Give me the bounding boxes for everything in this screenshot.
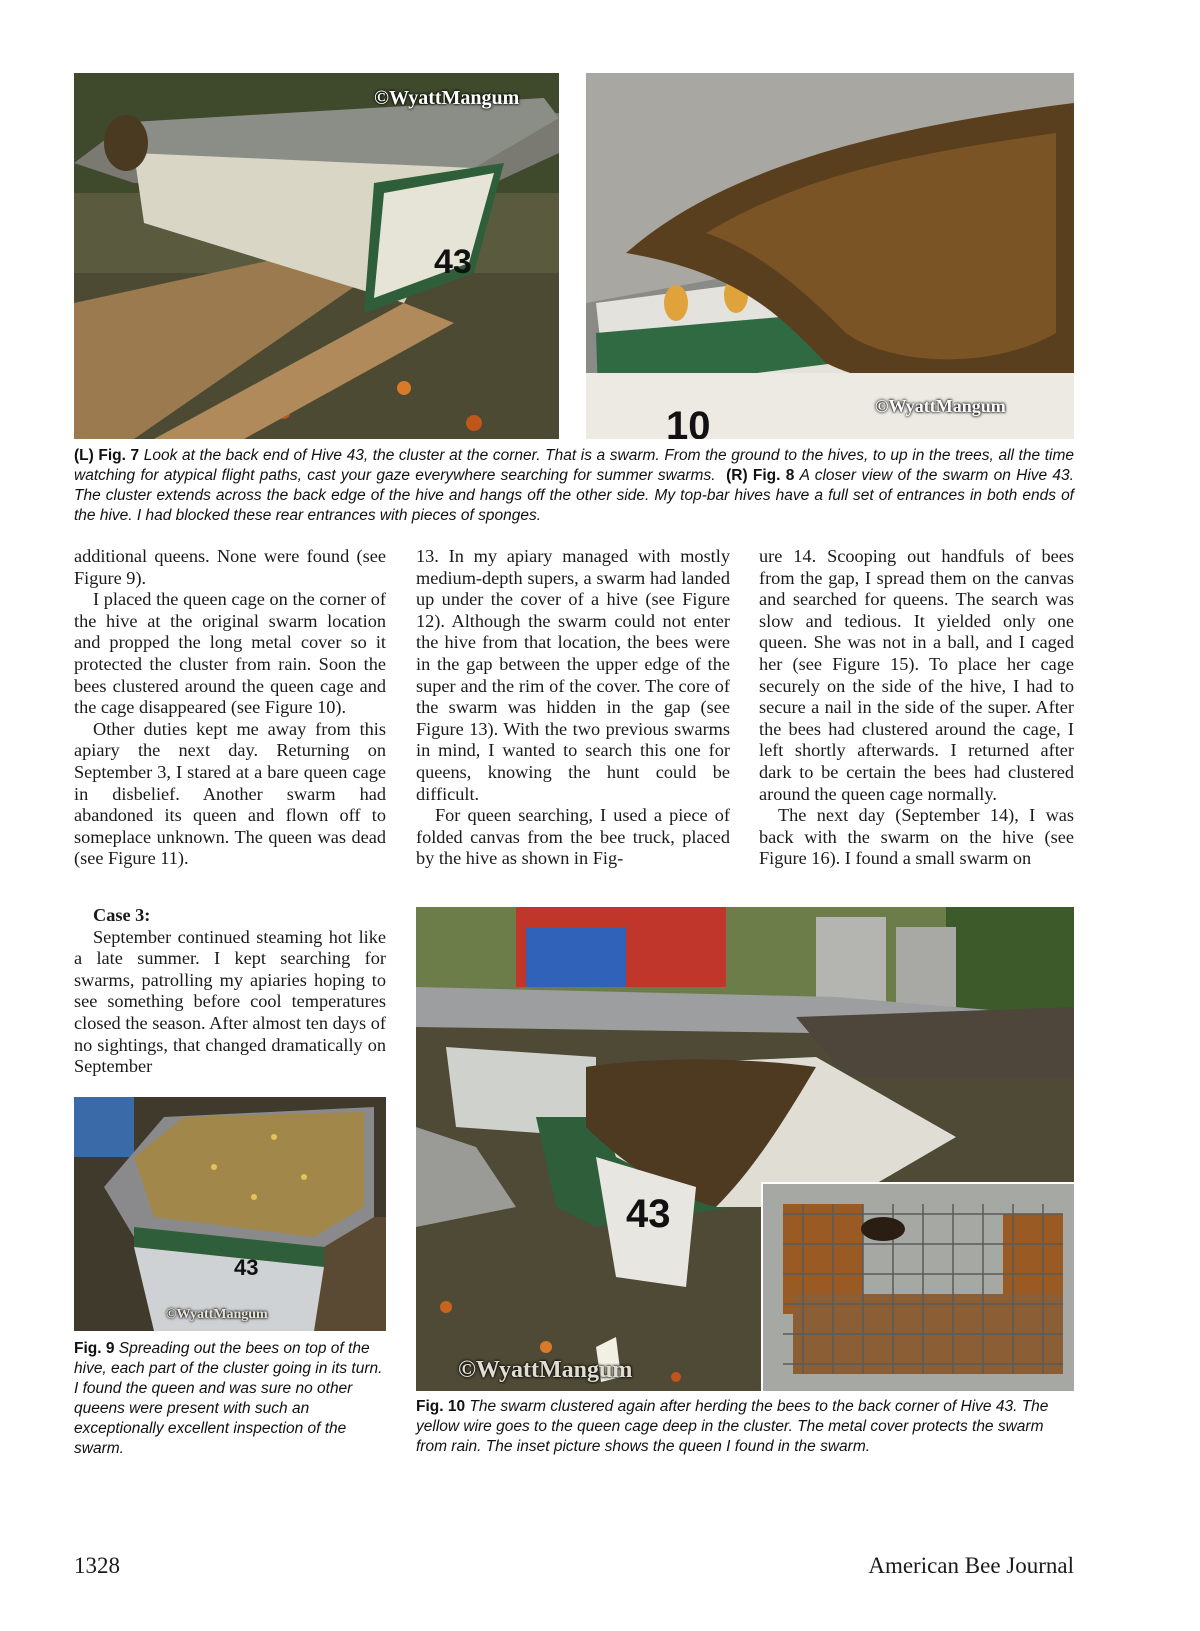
paragraph: Other duties kept me away from this apiary the next day. Returning on September 3, I stared at a bare queen cage in disbelief. Another swarm had abandoned its queen and flown off to someplace unknown. The queen was dead (see Figure 11). <box>74 718 386 869</box>
paragraph: The next day (September 14), I was back with the swarm on the hive (see Figure 16). I found a small swarm on <box>759 805 1074 869</box>
watermark: ©WyattMangum <box>166 1307 268 1322</box>
caption-figure-10 <box>416 1397 1074 1457</box>
fig8-caption-text: A closer view of the swarm on Hive 43. The cluster extends across the back edge of the hive and hangs off the other side. My top-bar hives have a full set of entrances in both ends of the hive. I had blocked these rear entrances with pieces of sponges. <box>74 467 1074 524</box>
paragraph: September continued steaming hot like a late summer. I kept searching for swarms, patrolling my apiaries hoping to see something before cool temperatures closed the season. After almost ten days of no sightings, that changed dramatically on September <box>74 926 386 1077</box>
svg-text:10: 10 <box>666 404 711 439</box>
inset-image <box>763 1184 1074 1391</box>
fig8-label: (R) Fig. 8 <box>726 467 795 484</box>
paragraph: ure 14. Scooping out handfuls of bees from the gap, I spread them on the canvas and searched for queens. The search was slow and tedious. It yielded only one queen. She was not in a ball, and I caged her (see Figure 15). To place her cage securely on the side of the hive, I had to secure a nail in the side of the super. After the bees had clustered around the cage, I left shortly afterwards. I returned after dark to be certain the bees had clustered around the queen cage normally. <box>759 546 1074 804</box>
watermark: ©WyattMangum <box>875 396 1006 416</box>
figure-9-image <box>74 1097 386 1331</box>
page-number: 1328 <box>74 1553 120 1578</box>
caption-figure-9 <box>74 1339 388 1459</box>
fig10-label: Fig. 10 <box>416 1398 466 1415</box>
fig10-caption-text: The swarm clustered again after herding the bees to the back corner of Hive 43. The yellow wire goes to the queen cage deep in the cluster. The metal cover protects the swarm from rain. The inset picture shows the queen I found in the swarm. <box>416 1398 1049 1455</box>
paragraph: I placed the queen cage on the corner of the hive at the original swarm location and propped the long metal cover so it protected the cluster from rain. Soon the bees clustered around the queen cage and the cage disappeared (see Figure 10). <box>74 589 386 718</box>
body-column-3 <box>759 546 1074 870</box>
paragraph: For queen searching, I used a piece of folded canvas from the bee truck, placed by the hive as shown in Fig- <box>416 805 730 869</box>
figure-8-photo <box>586 73 1074 439</box>
figure-8-image <box>586 73 1074 439</box>
paragraph: 13. In my apiary managed with mostly medium-depth supers, a swarm had landed up under the cover of a hive (see Figure 12). Although the swarm could not enter the hive from that location, the bees were in the gap between the upper edge of the super and the rim of the cover. The core of the swarm was hidden in the gap (see Figure 13). With the two previous swarms in mind, I wanted to search this one for queens, knowing the hunt could be difficult. <box>416 546 730 804</box>
figure-7-image <box>74 73 559 439</box>
fig9-caption-text: Spreading out the bees on top of the hive, each part of the cluster going in its turn. I found the queen and was sure no other queens were present with such an exceptionally excellent inspection of the swarm. <box>74 1340 383 1457</box>
inset-photo-queen-cage <box>761 1182 1074 1391</box>
caption-figures-7-8 <box>74 446 1074 526</box>
body-column-1 <box>74 546 386 870</box>
figure-7-photo <box>74 73 559 439</box>
figure-10-photo <box>416 907 1074 1391</box>
fig7-label: (L) Fig. 7 <box>74 447 140 464</box>
paragraph: additional queens. None were found (see Figure 9). <box>74 546 386 588</box>
figure-9-photo <box>74 1097 386 1331</box>
watermark: ©WyattMangum <box>374 87 520 109</box>
fig9-label: Fig. 9 <box>74 1340 115 1357</box>
hive-number-label: 43 <box>434 243 472 281</box>
case-3-section <box>74 905 386 1078</box>
fig7-caption-text: Look at the back end of Hive 43, the cluster at the corner. That is a swarm. From the ground to the hives, to up in the trees, all the time watching for atypical flight paths, cast your gaze everywhere searching for summer swarms. <box>74 447 1074 484</box>
watermark: ©WyattMangum <box>458 1357 633 1383</box>
hive-number-label: 43 <box>234 1255 259 1280</box>
section-heading: Case 3: <box>93 905 151 925</box>
hive-number-label: 43 <box>626 1192 671 1236</box>
journal-name: American Bee Journal <box>868 1553 1074 1578</box>
body-column-2 <box>416 546 730 870</box>
